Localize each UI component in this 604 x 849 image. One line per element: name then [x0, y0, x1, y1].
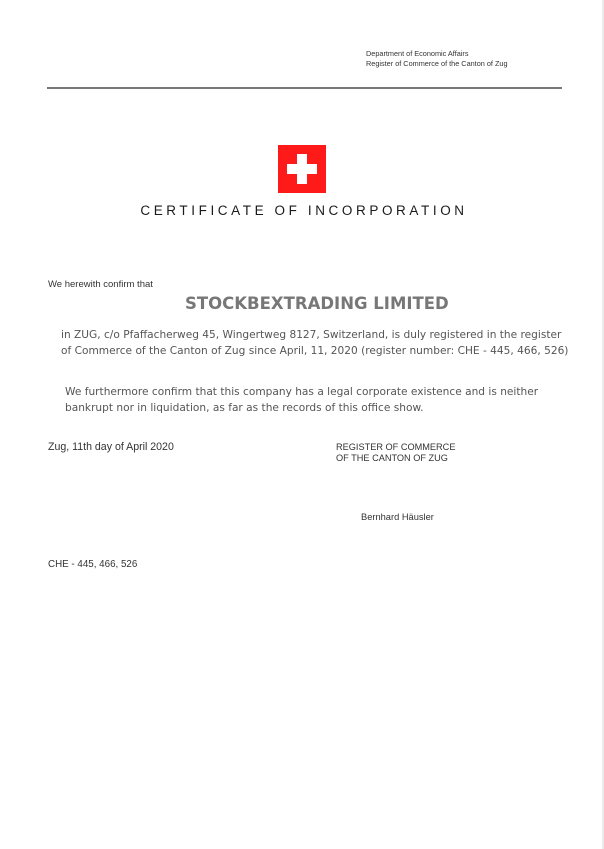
header-divider — [47, 87, 562, 89]
cross-vertical-bar — [297, 154, 307, 184]
registration-paragraph: in ZUG, c/o Pfaffacherweg 45, Wingertweg 8127, Switzerland, is duly registered in the register of Commerce of the Canton of Zug since April, 11, 2020 (register number: CHE - 445, 466, 526) — [61, 329, 569, 357]
register-line-2: OF THE CANTON OF ZUG — [336, 453, 448, 463]
place-and-date: Zug, 11th day of April 2020 — [48, 441, 174, 453]
legal-status-paragraph: We furthermore confirm that this company has a legal corporate existence and is neither bankrupt nor in liquidation, as far as the records of this office show. — [65, 386, 539, 414]
certificate-title: CERTIFICATE OF INCORPORATION — [140, 203, 468, 218]
register-of-commerce-block — [336, 442, 455, 464]
register-number: CHE - 445, 466, 526 — [48, 559, 138, 570]
swiss-flag-icon — [278, 145, 326, 193]
register-name: Register of Commerce of the Canton of Zug — [366, 58, 508, 68]
company-name: STOCKBEXTRADING LIMITED — [185, 294, 449, 313]
confirmation-intro: We herewith confirm that — [48, 279, 153, 290]
department-name: Department of Economic Affairs — [366, 49, 469, 58]
signatory-name: Bernhard Häusler — [361, 512, 434, 522]
register-line-1: REGISTER OF COMMERCE — [336, 442, 456, 452]
issuing-authority-header — [366, 49, 508, 68]
